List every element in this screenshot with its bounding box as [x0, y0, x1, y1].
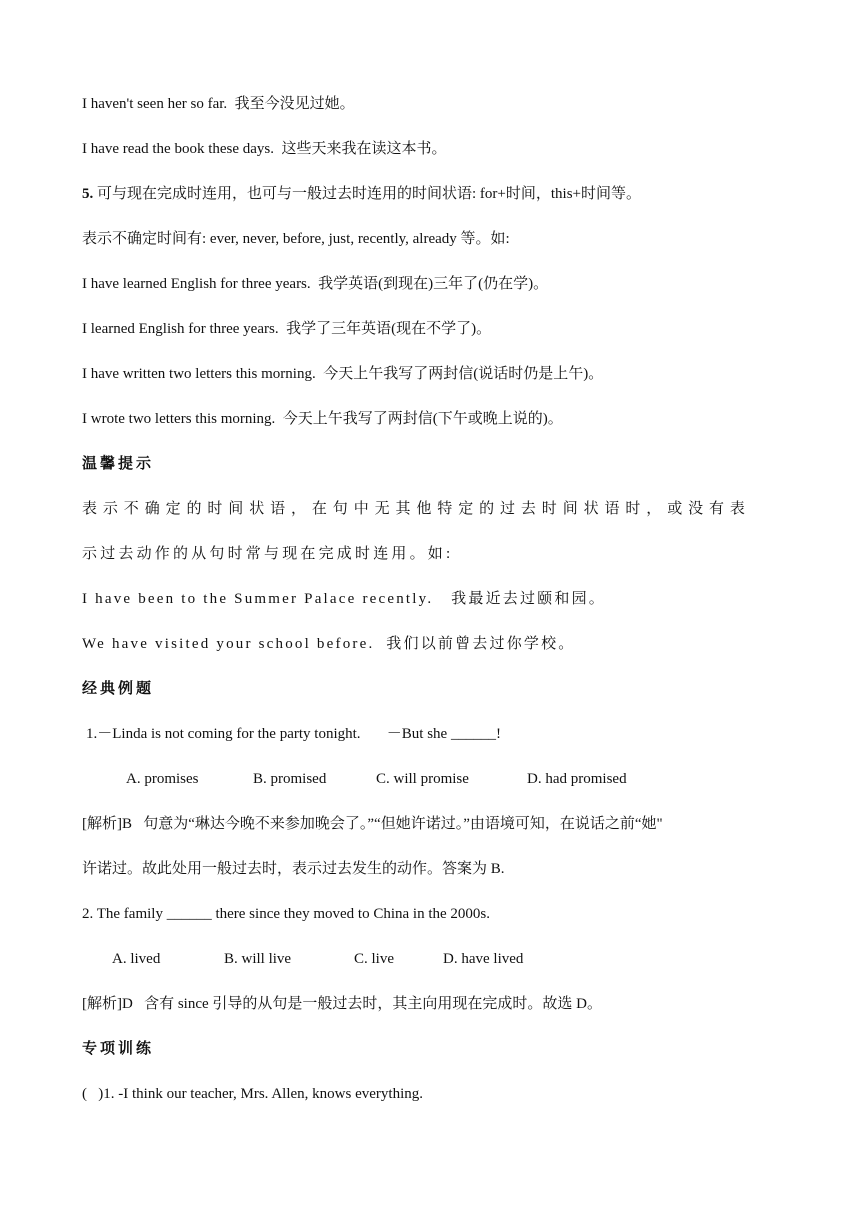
answer-analysis-1: [解析]B 句意为“琳达今晚不来参加晚会了。”“但她许诺过。”由语境可知，在说话之前“她": [82, 816, 663, 832]
rule-paragraph: [82, 184, 641, 204]
option-d: D. have lived: [443, 951, 524, 967]
example-sentence: I learned English for three years. 我学了三年英语(现在不学了)。: [82, 321, 492, 337]
example-sentence: I have read the book these days. 这些天来我在读这本书。: [82, 141, 447, 157]
tip-paragraph: 示过去动作的从句时常与现在完成时连用。如:: [82, 546, 454, 562]
rule-text: 可与现在完成时连用，也可与一般过去时连用的时间状语: for+时间，this+时间等。: [93, 186, 642, 202]
section-heading-training: 专项训练: [82, 1041, 155, 1057]
answer-analysis-1-cont: 许诺过。故此处用一般过去时，表示过去发生的动作。答案为 B.: [82, 861, 505, 877]
example-sentence: I have written two letters this morning. 今天上午我写了两封信(说话时仍是上午)。: [82, 366, 604, 382]
example-sentence: I have learned English for three years. 我学英语(到现在)三年了(仍在学)。: [82, 276, 549, 292]
training-question-1: ( )1. -I think our teacher, Mrs. Allen, knows everything.: [82, 1086, 423, 1102]
option-b: B. promised: [253, 771, 327, 787]
tip-example: We have visited your school before. 我们以前曾去过你学校。: [82, 636, 576, 652]
section-heading-examples: 经典例题: [82, 681, 155, 697]
option-c: C. live: [354, 951, 394, 967]
answer-analysis-2: [解析]D 含有 since 引导的从句是一般过去时，其主向用现在完成时。故选 D。: [82, 996, 602, 1012]
rule-paragraph: 表示不确定时间有: ever, never, before, just, recently, already 等。如:: [82, 231, 510, 247]
option-d: D. had promised: [527, 771, 627, 787]
question-1: 1.－Linda is not coming for the party tonight. －But she ______!: [86, 726, 501, 742]
tip-paragraph: 表示不确定的时间状语，在句中无其他特定的过去时间状语时，或没有表: [82, 501, 751, 517]
section-heading-tip: 温馨提示: [82, 456, 155, 472]
option-a: A. promises: [126, 771, 199, 787]
option-a: A. lived: [112, 951, 161, 967]
example-sentence: I wrote two letters this morning. 今天上午我写了两封信(下午或晚上说的)。: [82, 411, 563, 427]
rule-number: 5.: [82, 186, 94, 202]
option-c: C. will promise: [376, 771, 469, 787]
example-sentence: I haven't seen her so far. 我至今没见过她。: [82, 96, 355, 112]
question-2: 2. The family ______ there since they moved to China in the 2000s.: [82, 906, 490, 922]
tip-example: I have been to the Summer Palace recently. 我最近去过颐和园。: [82, 591, 606, 607]
option-b: B. will live: [224, 951, 292, 967]
